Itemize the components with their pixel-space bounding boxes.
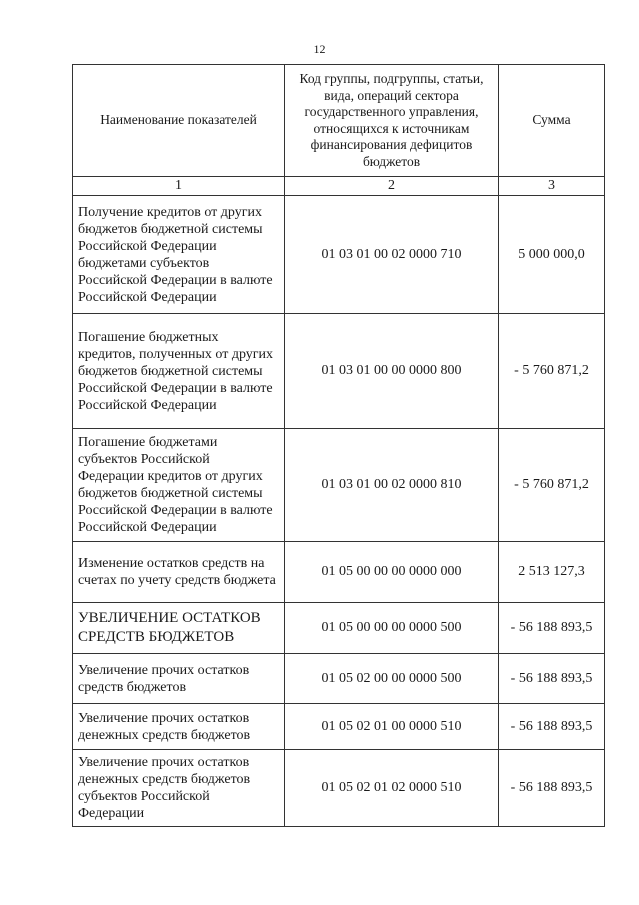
header-sum: Сумма [499,65,605,177]
row-code: 01 03 01 00 00 0000 800 [285,314,499,429]
table-row [73,196,605,314]
table-row [73,542,605,603]
row-sum: - 56 188 893,5 [499,704,605,750]
row-name: Получение кредитов от других бюджетов бюджетной системы Российской Федерации бюджетами субъектов Российской Федерации в валюте Российской Федерации [73,196,285,314]
row-code: 01 05 00 00 00 0000 000 [285,542,499,603]
row-sum: - 56 188 893,5 [499,750,605,827]
table-row [73,750,605,827]
column-numbers-row [73,177,605,196]
row-name: Изменение остатков средств на счетах по учету средств бюджета [73,542,285,603]
row-sum: - 5 760 871,2 [499,314,605,429]
row-sum: - 5 760 871,2 [499,429,605,542]
row-code: 01 03 01 00 02 0000 810 [285,429,499,542]
table-row [73,654,605,704]
row-code: 01 03 01 00 02 0000 710 [285,196,499,314]
column-number: 2 [285,177,499,196]
header-name: Наименование показателей [73,65,285,177]
row-name: Погашение бюджетных кредитов, полученных от других бюджетов бюджетной системы Российской Федерации в валюте Российской Федерации [73,314,285,429]
row-name: Увеличение прочих остатков средств бюджетов [73,654,285,704]
row-code: 01 05 02 01 02 0000 510 [285,750,499,827]
row-code: 01 05 02 01 00 0000 510 [285,704,499,750]
header-code: Код группы, подгруппы, статьи, вида, операций сектора государственного управления, относящихся к источникам финансирования дефицитов бюджетов [285,65,499,177]
row-sum: 5 000 000,0 [499,196,605,314]
row-name: УВЕЛИЧЕНИЕ ОСТАТКОВ СРЕДСТВ БЮДЖЕТОВ [73,603,285,654]
budget-sources-table [72,64,605,827]
table-row [73,429,605,542]
page-number: 12 [313,42,326,56]
table-row [73,704,605,750]
row-code: 01 05 00 00 00 0000 500 [285,603,499,654]
row-code: 01 05 02 00 00 0000 500 [285,654,499,704]
row-sum: - 56 188 893,5 [499,603,605,654]
table-header-row [73,65,605,177]
table-row [73,314,605,429]
row-sum: - 56 188 893,5 [499,654,605,704]
row-name: Увеличение прочих остатков денежных средств бюджетов субъектов Российской Федерации [73,750,285,827]
column-number: 1 [73,177,285,196]
row-name: Погашение бюджетами субъектов Российской Федерации кредитов от других бюджетов бюджетной системы Российской Федерации в валюте Российской Федерации [73,429,285,542]
column-number: 3 [499,177,605,196]
row-name: Увеличение прочих остатков денежных средств бюджетов [73,704,285,750]
row-sum: 2 513 127,3 [499,542,605,603]
table-row [73,603,605,654]
